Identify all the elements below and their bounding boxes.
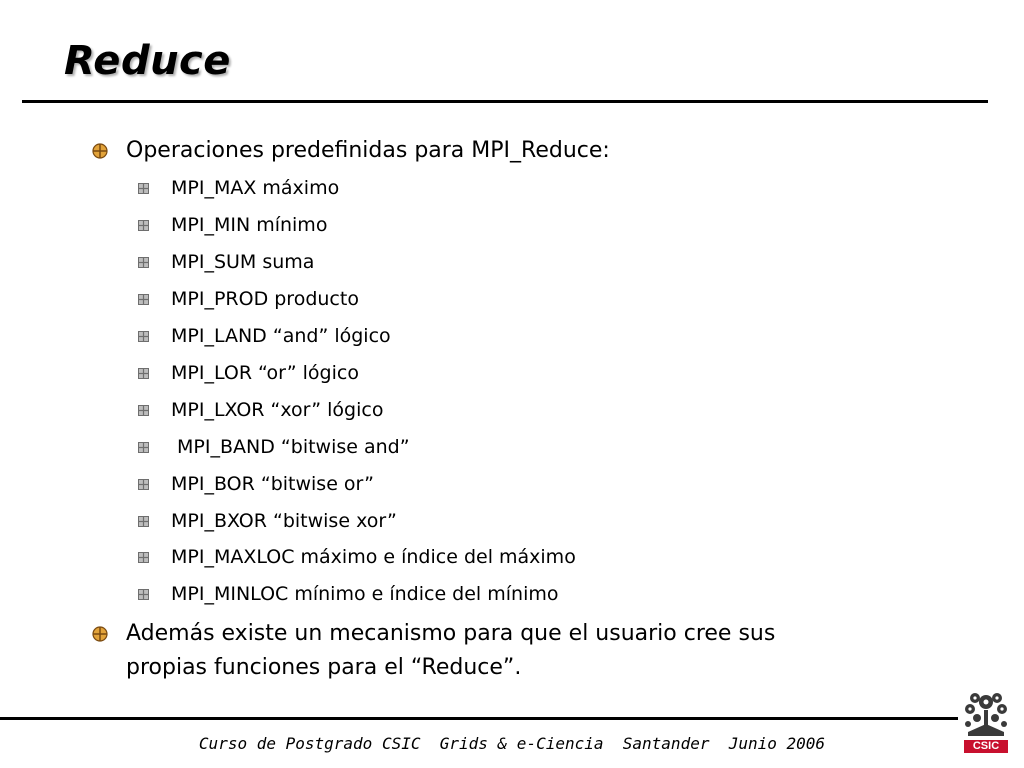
sub-bullet-text: MPI_MINLOC mínimo e índice del mínimo: [171, 583, 559, 605]
sub-bullet-text: MPI_LAND “and” lógico: [171, 325, 391, 347]
sub-bullet-text: MPI_PROD producto: [171, 288, 359, 310]
sub-bullet-text: MPI_MAX máximo: [171, 177, 340, 199]
sub-bullet-text: MPI_LXOR “xor” lógico: [171, 399, 384, 421]
sub-bullet-square-icon: [138, 405, 149, 416]
sub-bullet-square-icon: [138, 479, 149, 490]
csic-logo-label: CSIC: [972, 740, 1000, 752]
bullet-disc-icon: [92, 626, 108, 642]
sub-bullet-square-icon: [138, 220, 149, 231]
sub-bullet-text: MPI_MAXLOC máximo e índice del máximo: [171, 546, 576, 568]
footer-divider: [0, 717, 958, 720]
sub-bullet-square-icon: [138, 257, 149, 268]
sub-bullet-text: MPI_SUM suma: [171, 251, 315, 273]
sub-bullet-square-icon: [138, 442, 149, 453]
sub-bullet-text: MPI_LOR “or” lógico: [171, 362, 359, 384]
sub-bullet-square-icon: [138, 589, 149, 600]
bullet-disc-icon: [92, 143, 108, 159]
sub-bullet-text: MPI_BOR “bitwise or”: [171, 473, 375, 495]
slide-title: Reduce: [64, 38, 231, 84]
sub-bullet-square-icon: [138, 294, 149, 305]
sub-bullet-square-icon: [138, 552, 149, 563]
sub-bullet-text: MPI_BAND “bitwise and”: [171, 436, 410, 458]
footer-text: Curso de Postgrado CSIC Grids & e-Ciencia Santander Junio 2006: [198, 734, 826, 753]
sub-bullet-text: MPI_BXOR “bitwise xor”: [171, 510, 397, 532]
title-divider: [22, 100, 988, 103]
bullet-text-line: propias funciones para el “Reduce”.: [126, 655, 522, 680]
bullet-text: Operaciones predefinidas para MPI_Reduce:: [126, 138, 610, 163]
sub-bullet-square-icon: [138, 516, 149, 527]
sub-bullet-square-icon: [138, 368, 149, 379]
sub-bullet-text: MPI_MIN mínimo: [171, 214, 328, 236]
csic-logo: [958, 688, 1014, 754]
bullet-text-line: Además existe un mecanismo para que el usuario cree sus: [126, 621, 776, 646]
sub-bullet-square-icon: [138, 183, 149, 194]
sub-bullet-square-icon: [138, 331, 149, 342]
